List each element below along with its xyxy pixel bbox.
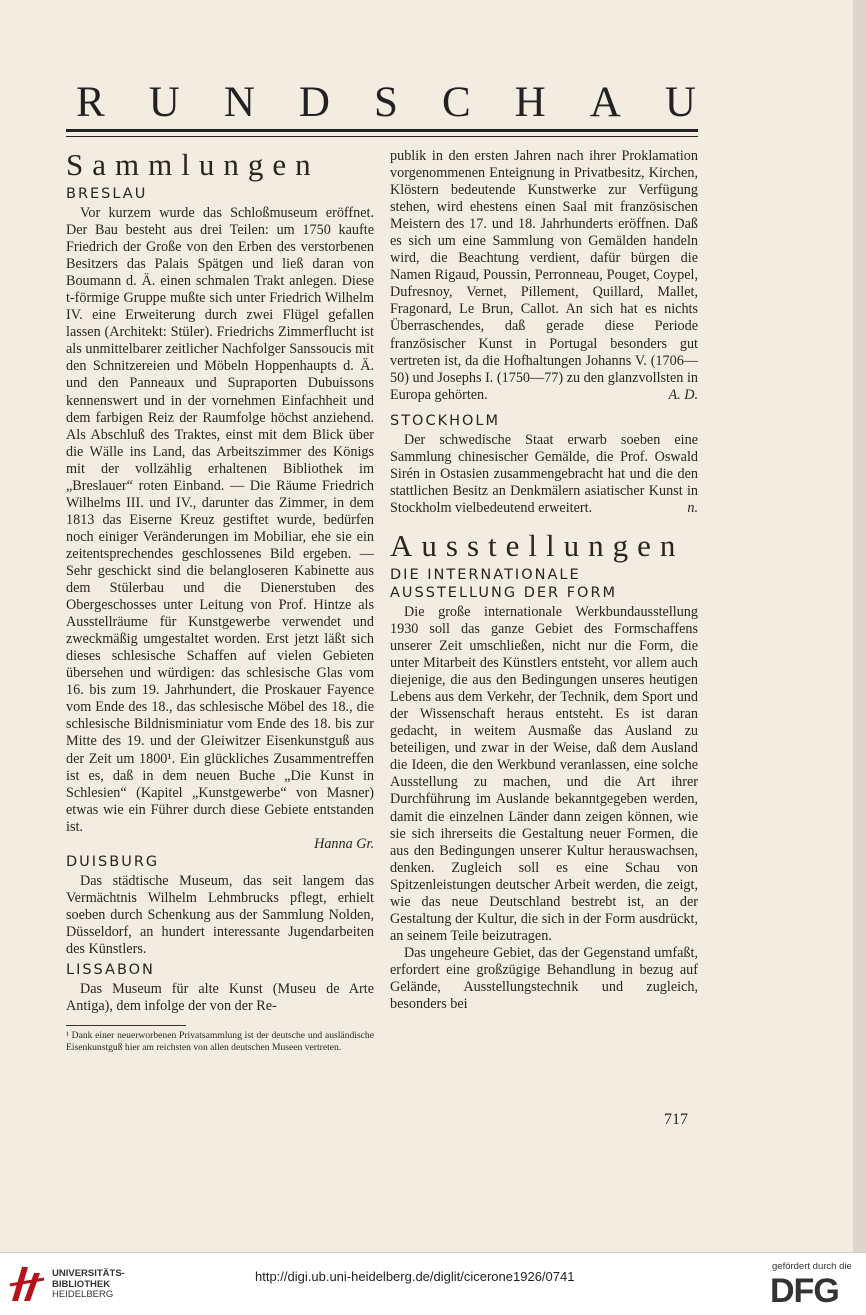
university-library-name: UNIVERSITÄTS- BIBLIOTHEK HEIDELBERG bbox=[52, 1268, 125, 1300]
masthead-letter: H bbox=[514, 79, 546, 126]
masthead-letter: A bbox=[589, 79, 621, 126]
masthead-letter: R bbox=[76, 79, 105, 126]
signature-lissabon: A. D. bbox=[668, 386, 698, 403]
masthead-rule bbox=[66, 129, 698, 132]
left-column bbox=[66, 148, 374, 1054]
masthead-rule-thin bbox=[66, 136, 698, 137]
permalink-url[interactable]: http://digi.ub.uni-heidelberg.de/diglit/cicerone1926/0741 bbox=[255, 1269, 575, 1284]
dfg-logo: DFG bbox=[770, 1272, 839, 1310]
article-text-duisburg: Das städtische Museum, das seit langem das Vermächtnis Wilhelm Lehmbrucks pflegt, erhielt soeben durch Schenkung aus der Sammlung Nolden, Düsseldorf, an hundert interessante Jugendarbeiten des Künstlers. bbox=[66, 872, 374, 957]
masthead-letter: S bbox=[374, 79, 398, 126]
article-text-werkbund-1: Die große internationale Werkbundausstellung 1930 soll das ganze Gebiet des Formschaffens unserer Zeit umschließen, nicht nur die Form, die unter Mitarbeit des Künstlers entsteht, vor allem auch diejenige, die aus den Bedingungen unseres heutigen Lebens aus dem Verkehr, der Technik, dem Sport und der Wissenschaft heraus entsteht. Es ist daran gedacht, in weitem Ausmaße das Ausland zu beteiligen, und zwar in der Weise, daß dem Ausland die Ideen, die den Werkbund veranlassen, eine solche Ausstellung zu machen, und die Art ihrer Durchführung im Auslande bekanntgegeben werden, damit die einzelnen Länder dann zeigen können, wie sie sich ihrerseits die Gestaltung neuer Formen, die aus den Bedingungen unserer Kultur herauswachsen, denken. Zugleich soll es eine Schau von Spitzenleistungen deutscher Arbeit werden, die zeigt, wie das neue Deutschland bestrebt ist, an der Gestaltung der Kultur, die sich in der Form ausdrückt, an seinem Teile beizutragen. bbox=[390, 603, 698, 944]
viewer-footer bbox=[0, 1252, 866, 1315]
right-column bbox=[390, 148, 698, 1013]
university-library-logo-icon bbox=[8, 1263, 46, 1305]
article-title-werkbund: DIE INTERNATIONALE AUSSTELLUNG DER FORM bbox=[390, 566, 618, 601]
article-title-lissabon: LISSABON bbox=[66, 962, 155, 979]
article-text-stockholm: Der schwedische Staat erwarb soeben eine Sammlung chinesischer Gemälde, die Prof. Oswald Sirén in Ostasien zusammengebracht hat und die den stattlichen Besitz an Denkmälern asiatischer Kunst in Stockholm vielbedeutend erweitert. n. bbox=[390, 431, 698, 516]
page-number: 717 bbox=[664, 1111, 688, 1128]
article-title-breslau: BRESLAU bbox=[66, 186, 148, 202]
footnote: ¹ Dank einer neuerworbenen Privatsammlung ist der deutsche und ausländische Eisenkunstguß hier am reichsten von allen deutschen Museen vertreten. bbox=[66, 1030, 374, 1054]
masthead-letter: U bbox=[148, 79, 180, 126]
masthead-letter: U bbox=[664, 79, 696, 126]
section-heading-sammlungen: Sammlungen bbox=[66, 147, 320, 182]
signature-stockholm: n. bbox=[687, 499, 698, 516]
section-heading-ausstellungen: Ausstellungen bbox=[390, 527, 685, 563]
footnote-rule bbox=[66, 1025, 186, 1026]
article-text-werkbund-2: Das ungeheure Gebiet, das der Gegenstand umfaßt, erfordert eine großzügige Behandlung in bezug auf Gelände, Ausstellungstechnik und zugleich, besonders bei bbox=[390, 944, 698, 1013]
article-text-lissabon-continued: publik in den ersten Jahren nach ihrer Proklamation vorgenommenen Enteignung in Privatbesitz, Kirchen, Klöstern bedeutende Kunstwerke zur Verfügung stehen, wird ehestens einen Saal mit französischen Meistern des 17. und 18. Jahrhunderts eröffnen. Daß es sich um eine Sammlung von Gemälden handeln wird, die Beachtung verdient, dafür bürgen die Namen Rigaud, Poussin, Perronneau, Pouget, Coypel, Dufresnoy, Vernet, Pillement, Quillard, Mallet, Fragonard, Le Brun, Callot. An sich hat es nichts Überraschendes, daß gerade diese Periode französischer Kunst in Portugal besonders gut vertreten ist, da die Hofhaltungen Johanns V. (1706—50) und Josephs I. (1750—77) zu den glanzvollsten in Europa gehörten. A. D. bbox=[390, 148, 698, 403]
article-text-lissabon: Das Museum für alte Kunst (Museu de Arte Antiga), dem infolge der von der Re- bbox=[66, 981, 374, 1015]
page-edge bbox=[853, 0, 866, 1252]
masthead-letter: D bbox=[298, 79, 330, 126]
masthead-letter: N bbox=[223, 79, 255, 126]
article-text-breslau: Vor kurzem wurde das Schloßmuseum eröffnet. Der Bau besteht aus drei Teilen: um 1750 kaufte Friedrich der Große von den Erben des verstorbenen Besitzers das Palais Spätgen und ließ daran von Boumann d. Ä. einen schmalen Trakt anlegen. Diese t-förmige Gruppe mußte sich unter Friedrich Wilhelm IV. eine Erweiterung durch zwei Flügel gefallen lassen (Architekt: Stüler). Friedrichs Zimmerflucht ist als unmittelbarer zeitlicher Nachfolger Sanssoucis mit den Schnitzereien und Möbeln Hoppenhaupts d. Ä. und den Panneaux und Supraporten Dubuissons kennenswert und in der vornehmen Einfachheit und dem farbigen Reiz der Raumfolge höchst anziehend. Als Abschluß des Traktes, einst mit dem Blick über die Wälle ins Land, das Arbeitszimmer des Königs mit der vollzählig erhaltenen Bibliothek im „Breslauer“ roten Einband. — Die Räume Friedrich Wilhelms III. und IV., darunter das Zimmer, in dem 1813 das Eiserne Kreuz gestiftet wurde, bedürfen noch einiger Veränderungen im Mobiliar, ehe sie ein zeitentsprechendes geschlossenes Bild ergeben. — Sehr geschickt sind die belangloseren Kabinette aus dem Stülerbau und die Dienerstuben des Obergeschosses unter Leitung von Prof. Hintze als Ausstellräume für Kunstgewerbe verwendet und zweckmäßig umgestaltet worden. Erst jetzt läßt sich dieses schlesische Schaffen auf vielen Gebieten übersehen und würdigen: das schlesische Glas vom 16. bis zum 19. Jahrhundert, die Proskauer Fayence vom Ende des 18., das schlesische Möbel des 18., die schlesische Bildnisminiatur vom Ende des 18. bis zur Mitte des 19. und der Gleiwitzer Eisenkunstguß aus der Zeit um 1800¹. Ein glückliches Zusammentreffen ist es, daß in dem neuen Buche „Die Kunst in Schlesien“ (Kapitel „Kunstgewerbe“ von Masner) etwas wie ein Führer durch diese Gebiete entstanden ist. bbox=[66, 205, 374, 835]
article-title-duisburg: DUISBURG bbox=[66, 853, 160, 870]
masthead bbox=[76, 78, 696, 128]
masthead-letter: C bbox=[441, 79, 471, 126]
article-title-stockholm: STOCKHOLM bbox=[390, 412, 501, 429]
signature-breslau: Hanna Gr. bbox=[314, 835, 374, 852]
dfg-caption: gefördert durch die bbox=[772, 1261, 852, 1272]
